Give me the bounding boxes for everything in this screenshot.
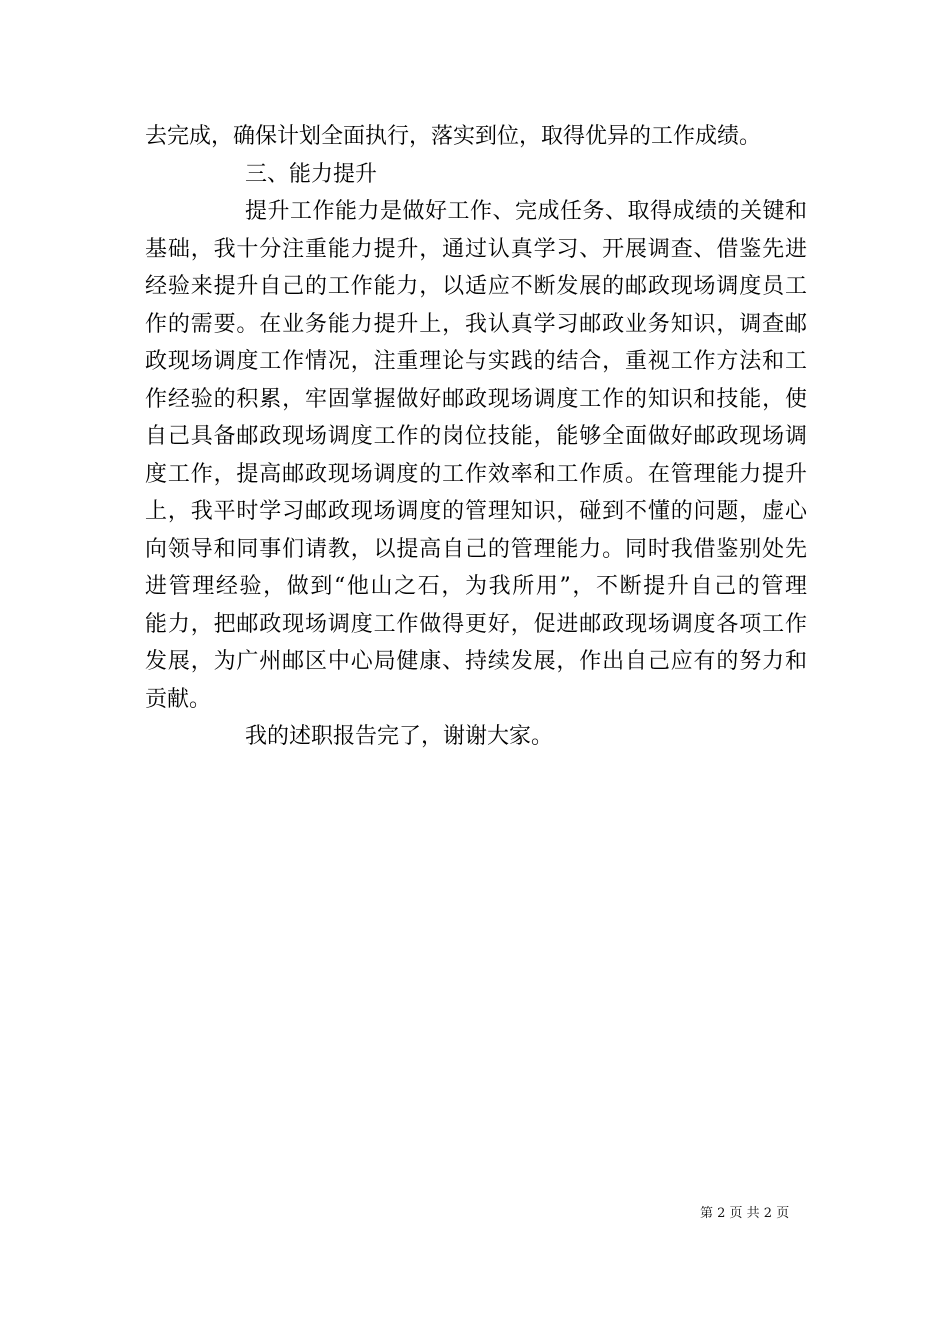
text-line: 自己具备邮政现场调度工作的岗位技能，能够全面做好邮政现场调 xyxy=(145,424,807,449)
text-line: 发展，为广州邮区中心局健康、持续发展，作出自己应有的努力和 xyxy=(145,649,807,674)
text-line: 上，我平时学习邮政现场调度的管理知识，碰到不懂的问题，虚心 xyxy=(145,499,807,524)
text-line: 去完成，确保计划全面执行，落实到位，取得优异的工作成绩。 xyxy=(145,124,762,149)
text-line: 贡献。 xyxy=(145,686,212,712)
text-line: 经验来提升自己的工作能力，以适应不断发展的邮政现场调度员工 xyxy=(145,274,807,299)
section-heading: 三、能力提升 xyxy=(245,161,378,187)
closing-line: 我的述职报告完了，谢谢大家。 xyxy=(245,724,554,749)
text-line: 作经验的积累，牢固掌握做好邮政现场调度工作的知识和技能，使 xyxy=(145,386,807,412)
body-text xyxy=(145,118,807,756)
text-line: 进管理经验，做到“他山之石，为我所用”，不断提升自己的管理 xyxy=(145,574,807,599)
text-line: 政现场调度工作情况，注重理论与实践的结合，重视工作方法和工 xyxy=(145,349,807,374)
text-line: 能力，把邮政现场调度工作做得更好，促进邮政现场调度各项工作 xyxy=(145,611,807,637)
text-line: 度工作，提高邮政现场调度的工作效率和工作质。在管理能力提升 xyxy=(145,461,807,487)
text-line: 基础，我十分注重能力提升，通过认真学习、开展调查、借鉴先进 xyxy=(145,236,807,262)
text-line: 作的需要。在业务能力提升上，我认真学习邮政业务知识，调查邮 xyxy=(145,311,807,337)
text-line: 向领导和同事们请教，以提高自己的管理能力。同时我借鉴别处先 xyxy=(145,536,807,562)
text-line: 提升工作能力是做好工作、完成任务、取得成绩的关键和 xyxy=(245,199,807,224)
page-number-footer: 第 2 页 共 2 页 xyxy=(700,1206,790,1221)
